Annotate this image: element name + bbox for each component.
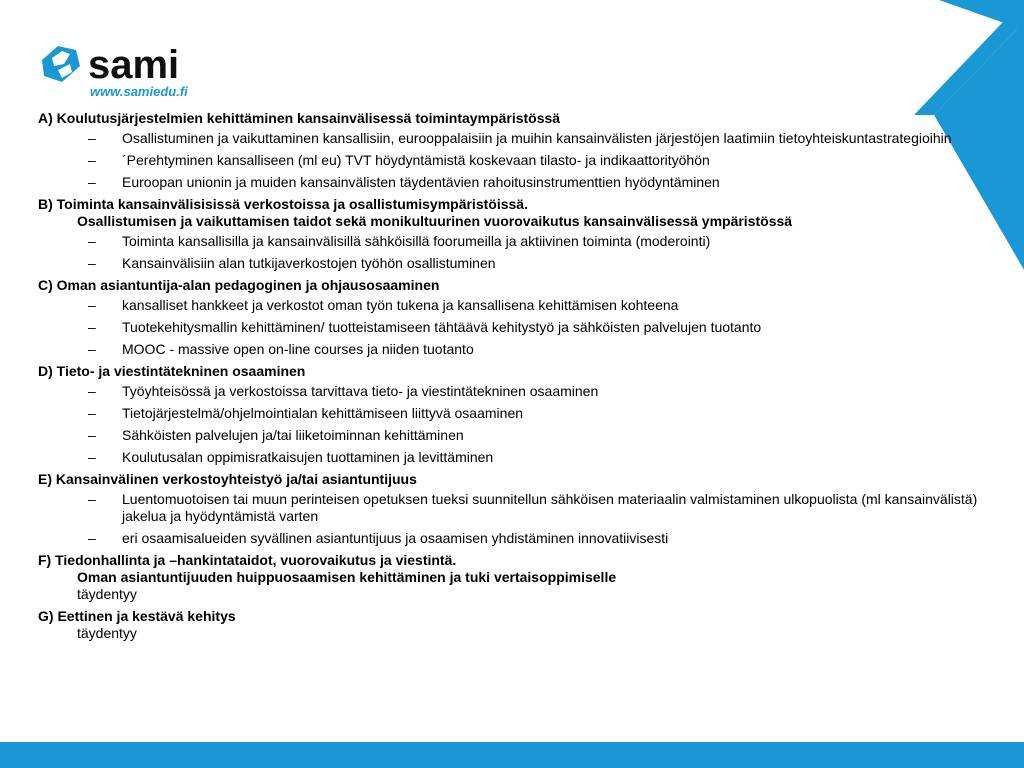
section-subheading: Oman asiantuntijuuden huippuosaamisen kehittäminen ja tuki vertaisoppimiselle	[77, 569, 617, 585]
section-c	[38, 277, 988, 358]
section-g	[38, 608, 988, 642]
list-item: – Kansainvälisiin alan tutkijaverkostojen työhön osallistuminen	[88, 255, 496, 271]
section-heading: E) Kansainvälinen verkostoyhteistyö ja/tai asiantuntijuus	[38, 471, 417, 487]
item-list	[38, 491, 988, 547]
logo-wordmark: sami	[88, 43, 180, 87]
list-item: – Luentomuotoisen tai muun perinteisen opetuksen tueksi suunnitellun sähköisen materiaalin valmistaminen ulkopuolista (ml kansainvälistä) jakelua ja hyödyntämistä varten	[88, 491, 978, 524]
section-heading: G) Eettinen ja kestävä kehitys	[38, 608, 236, 624]
list-item: – Tietojärjestelmä/ohjelmointialan kehittämiseen liittyvä osaaminen	[88, 405, 524, 421]
section-heading: D) Tieto- ja viestintätekninen osaaminen	[38, 363, 306, 379]
list-item: – ´Perehtyminen kansalliseen (ml eu) TVT höydyntämistä koskevaan tilasto- ja indikaattorityöhön	[88, 152, 710, 168]
section-heading: C) Oman asiantuntija-alan pedagoginen ja ohjausosaaminen	[38, 277, 440, 293]
sami-logo	[38, 42, 228, 102]
list-item: – Sähköisten palvelujen ja/tai liiketoiminnan kehittäminen	[88, 427, 464, 443]
logo-emblem-icon	[42, 46, 80, 82]
list-item: – kansalliset hankkeet ja verkostot oman työn tukena ja kansallisena kehittämisen kohteena	[88, 297, 679, 313]
list-item: – eri osaamisalueiden syvällinen asiantuntijuus ja osaamisen yhdistäminen innovatiivisesti	[88, 530, 669, 546]
section-b	[38, 196, 988, 272]
list-item: – MOOC - massive open on-line courses ja niiden tuotanto	[88, 341, 474, 357]
item-list	[38, 297, 988, 358]
item-list	[38, 130, 988, 191]
section-e	[38, 471, 988, 547]
list-item: – Toiminta kansallisilla ja kansainvälisillä sähköisillä foorumeilla ja aktiivinen toiminta (moderointi)	[88, 233, 711, 249]
slide-content	[38, 110, 988, 647]
list-item: – Koulutusalan oppimisratkaisujen tuottaminen ja levittäminen	[88, 449, 494, 465]
item-list	[38, 233, 988, 272]
section-heading: B) Toiminta kansainvälisisissä verkostoissa ja osallistumisympäristöissä.	[38, 196, 528, 212]
section-heading: A) Koulutusjärjestelmien kehittäminen kansainvälisessä toimintaympäristössä	[38, 110, 561, 126]
section-d	[38, 363, 988, 466]
logo-url: www.samiedu.fi	[90, 84, 188, 99]
list-item: – Työyhteisössä ja verkostoissa tarvittava tieto- ja viestintätekninen osaaminen	[88, 383, 599, 399]
section-f	[38, 552, 988, 603]
section-note: täydentyy	[77, 586, 137, 602]
list-item: – Euroopan unionin ja muiden kansainvälisten täydentävien rahoitusinstrumenttien hyödyntäminen	[88, 174, 720, 190]
section-heading: F) Tiedonhallinta ja –hankintataidot, vuorovaikutus ja viestintä.	[38, 552, 457, 568]
list-item: – Tuotekehitysmallin kehittäminen/ tuotteistamiseen tähtäävä kehitystyö ja sähköisten palvelujen tuotanto	[88, 319, 762, 335]
section-subheading: Osallistumisen ja vaikuttamisen taidot sekä monikultuurinen vuorovaikutus kansainvälisessä ympäristössä	[77, 213, 793, 229]
bottom-band	[0, 742, 1024, 768]
item-list	[38, 383, 988, 466]
section-a	[38, 110, 988, 191]
list-item: – Osallistuminen ja vaikuttaminen kansallisiin, eurooppalaisiin ja muihin kansainvälisten järjestöjen laatimiin tietoyhteiskuntastrategioihin	[88, 130, 952, 146]
section-note: täydentyy	[77, 625, 137, 641]
